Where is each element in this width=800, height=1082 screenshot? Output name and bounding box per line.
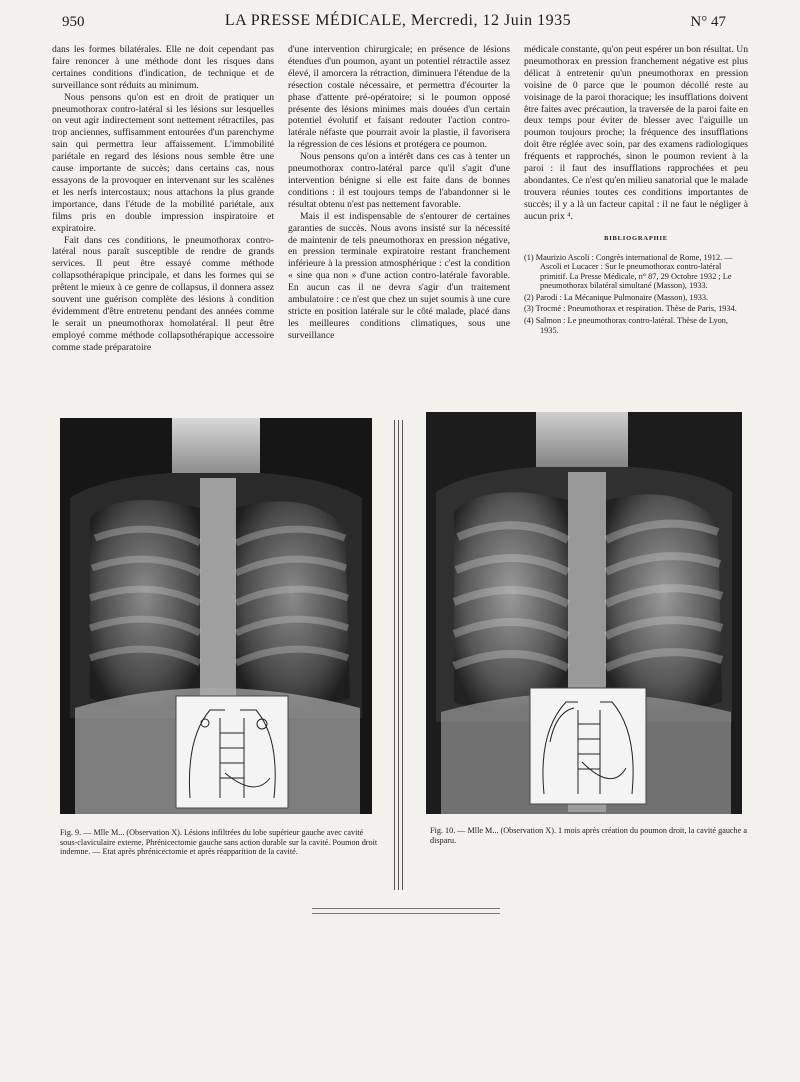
xray-figure-10 [426, 412, 742, 814]
issue-number: N° 47 [690, 14, 726, 30]
paragraph: dans les formes bilatérales. Elle ne doit cependant pas faire renoncer à une méthode dont les risques dans certaines conditions d'indication, de technique et de surveillance sont réduits au minimum. [52, 44, 274, 91]
paragraph: d'une intervention chirurgicale; en présence de lésions étendues d'un poumon, ayant un potentiel rétractile assez élevé, il amorcera la rétraction, diminuera l'étendue de la résection costale nécessaire, et permettra d'écourter la phase d'attente pré-opératoire; si le poumon opposé présente des lésions minimes mais douées d'un certain potentiel évolutif et faisant redouter l'action contro-latérale néfaste que pourrait avoir la plastie, il favorisera la régression de ces lésions et protégera ce poumon. [288, 44, 510, 151]
journal-title: LA PRESSE MÉDICALE, Mercredi, 12 Juin 1935 [224, 12, 572, 29]
paragraph: Fait dans ces conditions, le pneumothorax contro-latéral nous paraît susceptible de rendre de grands services. Il peut être essayé comme méthode collapsothérapique principale, et dans les formes qui se prêtent le mieux à ce genre de collapsus, il donnera assez souvent une guérison complète des lésions à condition évidemment d'être entretenu pendant des années comme le serait un pneumothorax homolatéral. Il peut être employé comme méthode collapsothérapique accessoire comme stade préparatoire [52, 234, 274, 353]
column-1 [52, 44, 274, 354]
paragraph: médicale constante, qu'on peut espérer un bon résultat. Un pneumothorax en pression franchement négative est plus délicat à entretenir qu'un pneumothorax en pression voisine de 0 parce que le poumon décollé reste au voisinage de la paroi thoracique; les insufflations doivent être faites avec précaution, la traversée de la paroi faite en deux temps pour éviter de blesser avec l'aiguille un poumon toujours proche; la fréquence des insufflations doit être réglée avec soin, par des examens radiologiques fréquents et rapprochés, sinon le poumon revient à la paroi : il faut des insufflations rapprochées et peu abondantes. Ce n'est qu'en milieu sanatorial que le malade trouvera réunies toutes ces conditions importantes de succès; il y a là un facteur capital : il ne faut le négliger à aucun prix ⁴. [524, 44, 748, 222]
bibliography-item: (2) Parodi : La Mécanique Pulmonaire (Masson), 1933. [524, 292, 709, 302]
bibliography-item: (1) Maurizio Ascoli : Congrès international de Rome, 1912. — Ascoli et Lucacer : Sur le pneumothorax contro-latéral primitif. La Presse Médicale, n° 87, 29 Octobre 1932 ; Le pneumothorax bilatéral simultané (Masson), 1933. [524, 252, 733, 291]
paragraph: Mais il est indispensable de s'entourer de certaines garanties de succès. Nous avons insisté sur la nécessité de maintenir de tels pneumothorax en pression négative, en pression terminale expiratoire restant franchement inférieure à la pression atmosphérique : c'est la condition « sine qua non » d'une action contro-latérale favorable. En aucun cas il ne devra s'agir d'un traitement ambulatoire : ce n'est que chez un sujet soumis à une cure stricte en position latérale sur le côté malade, placé dans les meilleures conditions climatiques, sous une surveillance [288, 210, 510, 341]
bibliography-title: BIBLIOGRAPHIE [604, 234, 668, 242]
bibliography-list [524, 253, 748, 336]
footer-rule [312, 908, 500, 909]
xray-figure-9 [60, 418, 372, 814]
column-divider [398, 420, 399, 890]
paragraph: Nous pensons qu'on est en droit de pratiquer un pneumothorax contro-latéral si les lésions sur lesquelles on veut agir indirectement sont nettement rétractiles, pas trop anciennes, suffisamment entourées d'un parenchyme sain qui permettra leur affaissement. L'immobilité pariétale en regard des lésions nous semble être une cause importante de succès; dans certains cas, nous essayons de la provoquer en intervenant sur les scalènes et les nerfs intercostaux; nous attachons la plus grande importance, dans l'étude de la mobilité pariétale, aux films pris en double impression inspiratoire et expiratoire. [52, 91, 274, 234]
figure-9-caption: Fig. 9. — Mlle M... (Observation X). Lésions infiltrées du lobe supérieur gauche avec cavité sous-claviculaire externe. Phrénicectomie gauche sans action durable sur la cavité. Poumon droit indemne. — Etat après phrénicectomie et après réapparition de la cavité. [60, 828, 378, 857]
column-2 [288, 44, 510, 342]
chest-radiograph-image [60, 418, 372, 814]
figure-10-caption: Fig. 10. — Mlle M... (Observation X). 1 mois après création du poumon droit, la cavité gauche a disparu. [430, 826, 747, 845]
chest-radiograph-image [426, 412, 742, 814]
page-header [36, 12, 760, 34]
column-divider [394, 420, 395, 890]
column-divider [402, 420, 403, 890]
article-columns [52, 44, 748, 404]
page-number: 950 [62, 14, 85, 30]
footer-rule [312, 913, 500, 914]
paragraph: Nous pensons qu'on a intérêt dans ces cas à tenter un pneumothorax contro-latéral parce qu'il s'agit d'une intervention bénigne si elle est faite dans de bonnes conditions : il est toujours temps de l'abandonner si le résultat obtenu n'est pas nettement favorable. [288, 151, 510, 210]
bibliography-item: (3) Trocmé : Pneumothorax et respiration. Thèse de Paris, 1934. [524, 304, 737, 314]
column-3 [524, 44, 748, 337]
bibliography-item: (4) Salmon : Le pneumothorax contro-latéral. Thèse de Lyon, 1935. [524, 316, 728, 335]
